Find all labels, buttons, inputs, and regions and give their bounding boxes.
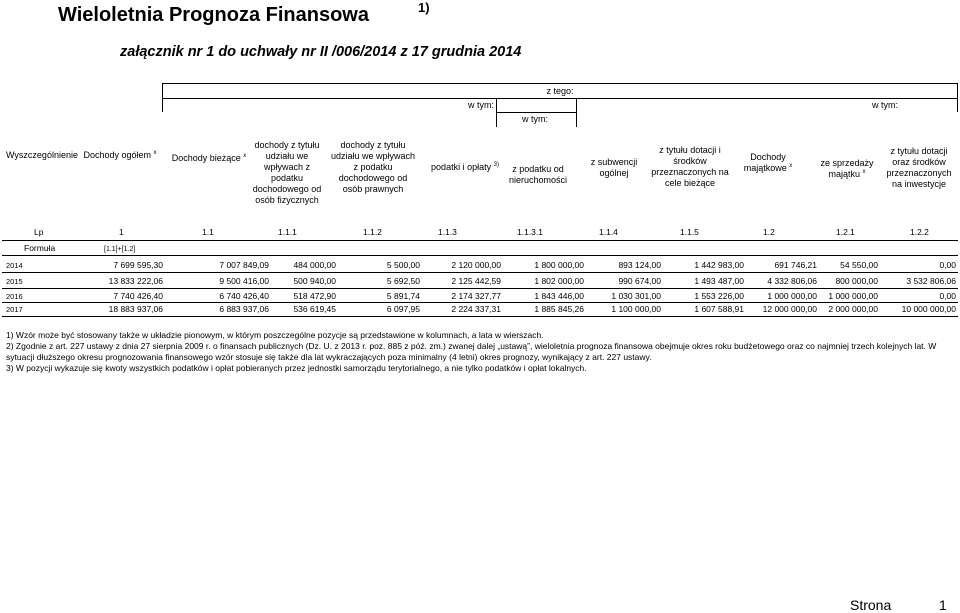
value-cell: 1 843 446,00: [534, 291, 584, 301]
value-cell: 0,00: [939, 260, 956, 270]
lp-cell: 1.2: [763, 227, 775, 237]
header-w-tym-inner: w tym:: [522, 114, 548, 124]
value-cell: 13 833 222,06: [108, 276, 163, 286]
col-header-dochody-biezace: Dochody bieżące $^x$: [171, 153, 247, 163]
value-cell: 18 883 937,06: [108, 304, 163, 314]
page-subtitle: załącznik nr 1 do uchwały nr II /006/2014 z 17 grudnia 2014: [120, 44, 522, 60]
value-cell: 536 619,45: [293, 304, 336, 314]
footnote-3: 3) W pozycji wykazuje się kwoty wszystkich podatków i opłat pobieranych przez jednostki samorządu terytorialnego, a nie tylko podatków i opłat lokalnych.: [6, 363, 587, 373]
value-cell: 7 007 849,09: [219, 260, 269, 270]
header-z-tego: z tego:: [546, 86, 574, 96]
col-header-dotacje-biezace: z tytułu dotacji i środków przeznaczonych na cele bieżące: [651, 145, 729, 188]
lp-cell: 1: [119, 227, 124, 237]
value-cell: 1 442 983,00: [694, 260, 744, 270]
header-w-tym-right: w tym:: [872, 100, 898, 110]
title-footnote-marker: 1): [418, 0, 430, 15]
value-cell: 10 000 000,00: [901, 304, 956, 314]
formula-label: Formuła: [24, 243, 56, 253]
lp-cell: 1.2.1: [836, 227, 855, 237]
col-header-wyszczegolnienie: Wyszczególnienie: [6, 150, 78, 160]
row-divider: [2, 288, 958, 289]
value-cell: 1 000 000,00: [828, 291, 878, 301]
row-divider: [2, 255, 958, 256]
value-cell: 0,00: [939, 291, 956, 301]
value-cell: 1 607 588,91: [694, 304, 744, 314]
col-header-cit-share: dochody z tytułu udziału we wpływach z podatku dochodowego od osób prawnych: [330, 140, 416, 194]
value-cell: 1 800 000,00: [534, 260, 584, 270]
value-cell: 2 224 337,31: [451, 304, 501, 314]
col-header-dochody-majatkowe: Dochody majątkowe $^x$: [743, 152, 793, 173]
value-cell: 5 891,74: [386, 291, 420, 301]
page-number: [850, 597, 947, 613]
year-cell: 2015: [6, 277, 23, 286]
lp-cell: 1.2.2: [910, 227, 929, 237]
lp-cell: 1.1.2: [363, 227, 382, 237]
footnote-1: 1) Wzór może być stosowany także w układzie pionowym, w którym poszczególne pozycje są przedstawione w kolumnach, a lata w wierszach.: [6, 330, 544, 340]
col-header-podatek-od-nieruchomosci: z podatku od nieruchomości: [508, 164, 568, 185]
col-header-dotacje-inwestycje: z tytułu dotacji oraz środków przeznaczonych na inwestycje: [886, 146, 952, 189]
lp-cell: 1.1: [202, 227, 214, 237]
header-w-tym-left: w tym:: [468, 100, 494, 110]
year-cell: 2016: [6, 292, 23, 301]
value-cell: 12 000 000,00: [762, 304, 817, 314]
value-cell: 484 000,00: [293, 260, 336, 270]
lp-cell: 1.1.5: [680, 227, 699, 237]
value-cell: 1 802 000,00: [534, 276, 584, 286]
year-cell: 2014: [6, 261, 23, 270]
value-cell: 893 124,00: [618, 260, 661, 270]
row-divider: [2, 316, 958, 317]
lp-cell: 1.1.4: [599, 227, 618, 237]
lp-cell: 1.1.3.1: [517, 227, 543, 237]
formula-value: [1.1]+[1.2]: [104, 246, 136, 253]
value-cell: 691 746,21: [774, 260, 817, 270]
col-header-subwencja-ogolna: z subwencji ogólnej: [590, 157, 638, 178]
value-cell: 7 699 595,30: [113, 260, 163, 270]
footnotes: [6, 330, 956, 374]
col-header-dochody-ogolem: Dochody ogółem $^x$: [83, 150, 157, 160]
lp-label: Lp: [34, 227, 44, 237]
value-cell: 1 553 226,00: [694, 291, 744, 301]
lp-cell: 1.1.1: [278, 227, 297, 237]
value-cell: 6 097,95: [386, 304, 420, 314]
value-cell: 4 332 806,06: [767, 276, 817, 286]
col-header-podatki-oplaty: podatki i opłaty $^{3)}$: [431, 162, 499, 172]
lp-cell: 1.1.3: [438, 227, 457, 237]
value-cell: 54 550,00: [840, 260, 878, 270]
page-title: Wieloletnia Prognoza Finansowa: [58, 4, 369, 26]
value-cell: 1 030 301,00: [611, 291, 661, 301]
row-divider: [2, 272, 958, 273]
value-cell: 6 883 937,06: [219, 304, 269, 314]
value-cell: 990 674,00: [618, 276, 661, 286]
footnote-2: 2) Zgodnie z art. 227 ustawy z dnia 27 sierpnia 2009 r. o finansach publicznych (Dz. U. z 2013 r. poz. 885 z póź. zm.) zwanej dalej „ustawą”, wieloletnia prognoza finansowa obejmuje okres roku budżetowego oraz co najmniej trzech kolejnych lat. W sytuacji dłuższego okresu prognozowania finansowego wzór stosuje się także dla lat wykraczających poza minimalny (4 letni) okres prognozy, wynikający z art. 227 ustawy.: [6, 341, 937, 362]
value-cell: 518 472,90: [293, 291, 336, 301]
value-cell: 1 885 845,26: [534, 304, 584, 314]
value-cell: 5 500,00: [386, 260, 420, 270]
value-cell: 6 740 426,40: [219, 291, 269, 301]
value-cell: 1 000 000,00: [767, 291, 817, 301]
value-cell: 3 532 806,06: [906, 276, 956, 286]
col-header-sprzedaz-majatku: ze sprzedaży majątku $^x$: [820, 158, 874, 179]
year-cell: 2017: [6, 305, 23, 314]
value-cell: 1 493 487,00: [694, 276, 744, 286]
value-cell: 9 500 416,00: [219, 276, 269, 286]
col-header-pit-share: dochody z tytułu udziału we wpływach z podatku dochodowego od osób fizycznych: [252, 140, 322, 205]
value-cell: 2 125 442,59: [451, 276, 501, 286]
value-cell: 7 740 426,40: [113, 291, 163, 301]
value-cell: 2 174 327,77: [451, 291, 501, 301]
page-label: Strona: [850, 597, 892, 613]
row-divider: [2, 302, 958, 303]
page-number-value: 1: [939, 597, 947, 613]
value-cell: 800 000,00: [835, 276, 878, 286]
value-cell: 500 940,00: [293, 276, 336, 286]
value-cell: 2 000 000,00: [828, 304, 878, 314]
value-cell: 2 120 000,00: [451, 260, 501, 270]
value-cell: 5 692,50: [386, 276, 420, 286]
row-divider: [2, 240, 958, 241]
value-cell: 1 100 000,00: [611, 304, 661, 314]
